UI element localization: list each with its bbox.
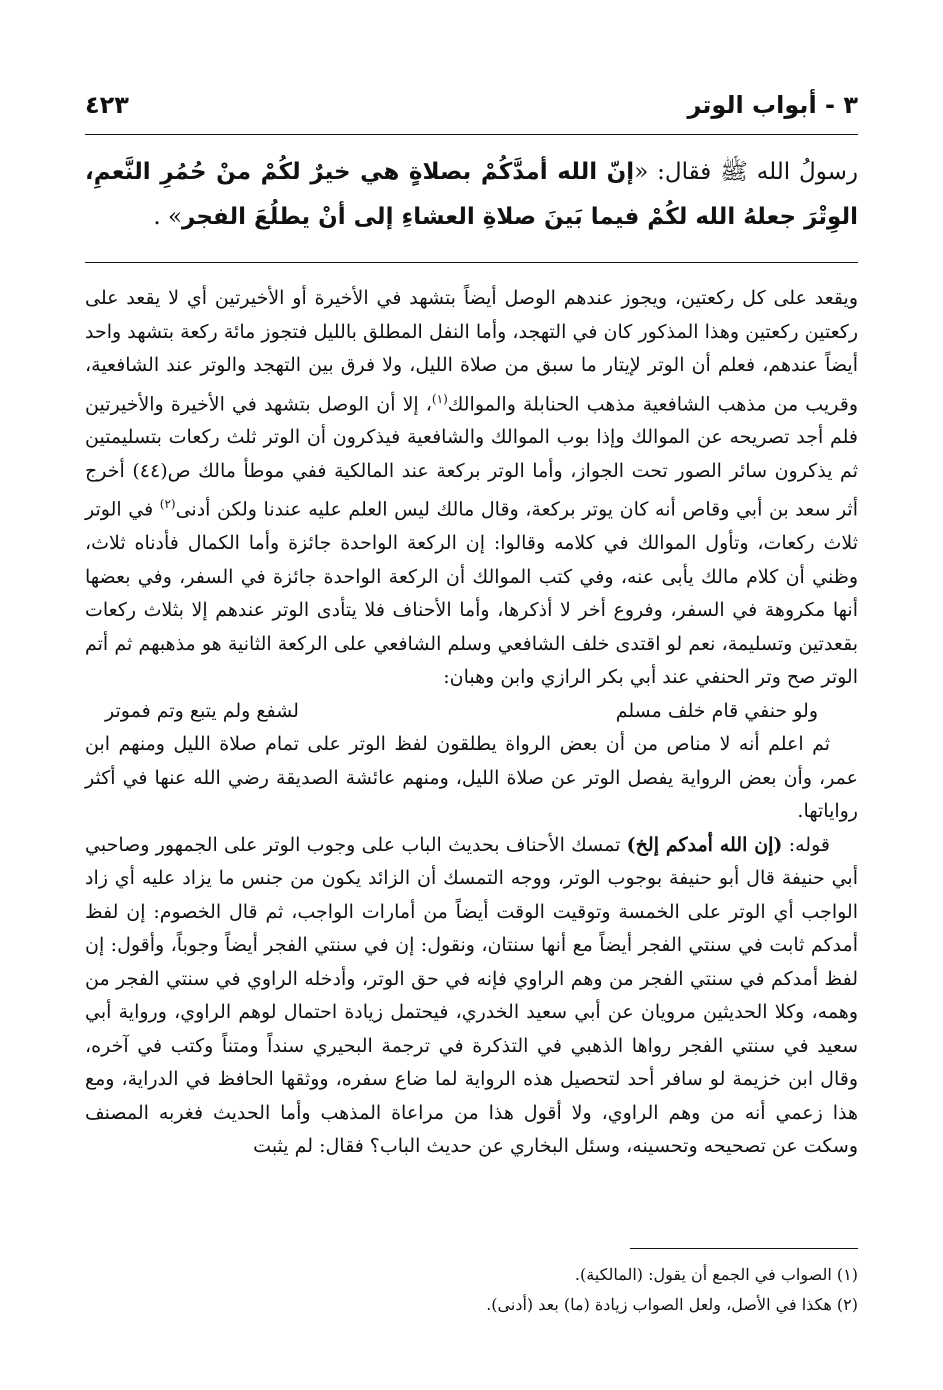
footnote-divider — [630, 1248, 858, 1249]
page-number: ٤٢٣ — [85, 91, 129, 119]
hadith-divider — [85, 262, 858, 263]
commentary-paragraph — [85, 829, 858, 1164]
footnote-2: (٢) هكذا في الأصل، ولعل الصواب زيادة (ما) بعد (أدنى). — [486, 1295, 858, 1314]
poetry-verse — [85, 695, 858, 729]
commentary-body — [85, 282, 858, 1164]
header-divider — [85, 134, 858, 135]
commentary-text: في الوتر ثلاث ركعات، وتأول الموالك في كلامه وقالوا: إن الركعة الواحدة جائزة وأما الكمال فأدناه ثلاث، وظني أن كلام مالك يأبى عنه، وفي كتب الموالك أن الركعة الواحدة جائزة في السفر، وفي بعضها أنها مكروهة في السفر، وفروع أخر لا أذكرها، وأما الأحناف فلا يتأدى الوتر عندهم إلا بثلاث ركعات بقعدتين وتسليمة، نعم لو اقتدى خلف الشافعي وسلم الشافعي على الركعة الثانية هو مذهبهم ثم أتم الوتر صح وتر الحنفي عند أبي بكر الرازي وابن وهبان: — [85, 498, 858, 689]
commentary-text: ويقعد على كل ركعتين، ويجوز عندهم الوصل أيضاً بتشهد في الأخيرة أو الأخيرتين أي لا يقعد على ركعتين ركعتين وهذا المذكور كان في التهجد، وأما النفل المطلق بالليل فتجوز مائة ركعة بتشهد واحد أيضاً عندهم، فعلم أن الوتر لإيتار ما سبق من صلاة الليل، ولا فرق بين التهجد والوتر عند الشافعية، وقريب من مذهب الشافعية مذهب الحنابلة والموالك — [85, 287, 858, 415]
commentary-paragraph — [85, 282, 858, 695]
verse-second-hemistich: لشفع ولم يتبع وتم فموتر — [105, 699, 299, 722]
hadith-outro: » . — [153, 204, 183, 230]
commentary-paragraph: ثم اعلم أنه لا مناص من أن بعض الرواة يطلقون لفظ الوتر على تمام صلاة الليل ومنهم ابن عمر، وأن بعض الرواية يفصل الوتر عن صلاة الليل، ومنهم عائشة الصديقة رضي الله عنها في أكثر رواياتها. — [85, 733, 858, 823]
verse-first-hemistich: ولو حنفي قام خلف مسلم — [615, 699, 818, 722]
commentary-text: تمسك الأحناف بحديث الباب على وجوب الوتر على الجمهور وصاحبي أبي حنيفة قال أبو حنيفة بوجوب الوتر، ووجه التمسك أن الزائد يكون من جنس ما يزاد عليه أي زاد الواجب أي الوتر على الخمسة وتوقيت الوقت أيضاً من أمارات الواجب، ثم قال الخصوم: إن لفظ أمدكم ثابت في سنتي الفجر أيضاً مع أنها سنتان، ونقول: إن في سنتي الفجر أيضاً وجوباً، وأقول: إن لفظ أمدكم في سنتي الفجر من وهم الراوي فإنه في حق الوتر، وأدخله الراوي في سنتي الفجر من وهمه، وكلا الحديثين مرويان عن أبي سعيد الخدري، فيحتمل زيادة احتمال لوهم الراوي، ورواية أبي سعيد في سنتي الفجر رواها الذهبي في التذكرة في ترجمة البحيري سنداً ومتناً وكتب في آخره، وقال ابن خزيمة لو سافر أحد لتحصيل هذه الرواية لما ضاع سفره، ووثقها الحافظ في الدراية، ومع هذا زعمي أنه من وهم الراوي، ولا أقول هذا من مراعاة المذهب وأما الحديث فغربه المصنف وسكت عن تصحيحه وتحسينه، وسئل البخاري عن حديث الباب؟ فقال: لم يثبت — [85, 833, 858, 1158]
footnote-marker-1[interactable]: (١) — [431, 391, 448, 406]
footnotes — [85, 1260, 858, 1320]
hadith-text — [85, 150, 858, 240]
hadith-intro: رسولُ الله ﷺ فقال: « — [634, 159, 859, 185]
footnote-1: (١) الصواب في الجمع أن يقول: (المالكية). — [574, 1265, 858, 1284]
commentary-label: قوله: — [782, 833, 830, 856]
chapter-title: ٣ - أبواب الوتر — [687, 91, 858, 119]
commentary-text: ، إلا أن الوصل بتشهد في الأخيرة والأخيرتين فلم أجد تصريحه عن الموالك وإذا بوب الموالك والشافعية فيذكرون أن الوتر ثلث ركعات بتسليمتين ثم يذكرون سائر الصور تحت الجواز، وأما الوتر بركعة عند المالكية ففي موطأ مالك ص(٤٤) أخرج أثر سعد بن أبي وقاص أنه كان يوتر بركعة، وقال مالك ليس العلم عليه عندنا ولكن أدنى — [85, 392, 859, 521]
page-header — [85, 84, 858, 126]
commentary-quote-ref: (إن الله أمدكم إلخ) — [626, 833, 783, 856]
hadith-quote: إنّ الله أمدَّكُمْ بصلاةٍ هي خيرٌ لكُمْ منْ حُمُرِ النَّعمِ، الوِتْرَ جعلهُ الله لكُمْ فيما بَينَ صلاةِ العشاءِ إلى أنْ يطلُعَ الفجر — [85, 159, 858, 230]
footnote-marker-2[interactable]: (٢) — [159, 497, 176, 512]
